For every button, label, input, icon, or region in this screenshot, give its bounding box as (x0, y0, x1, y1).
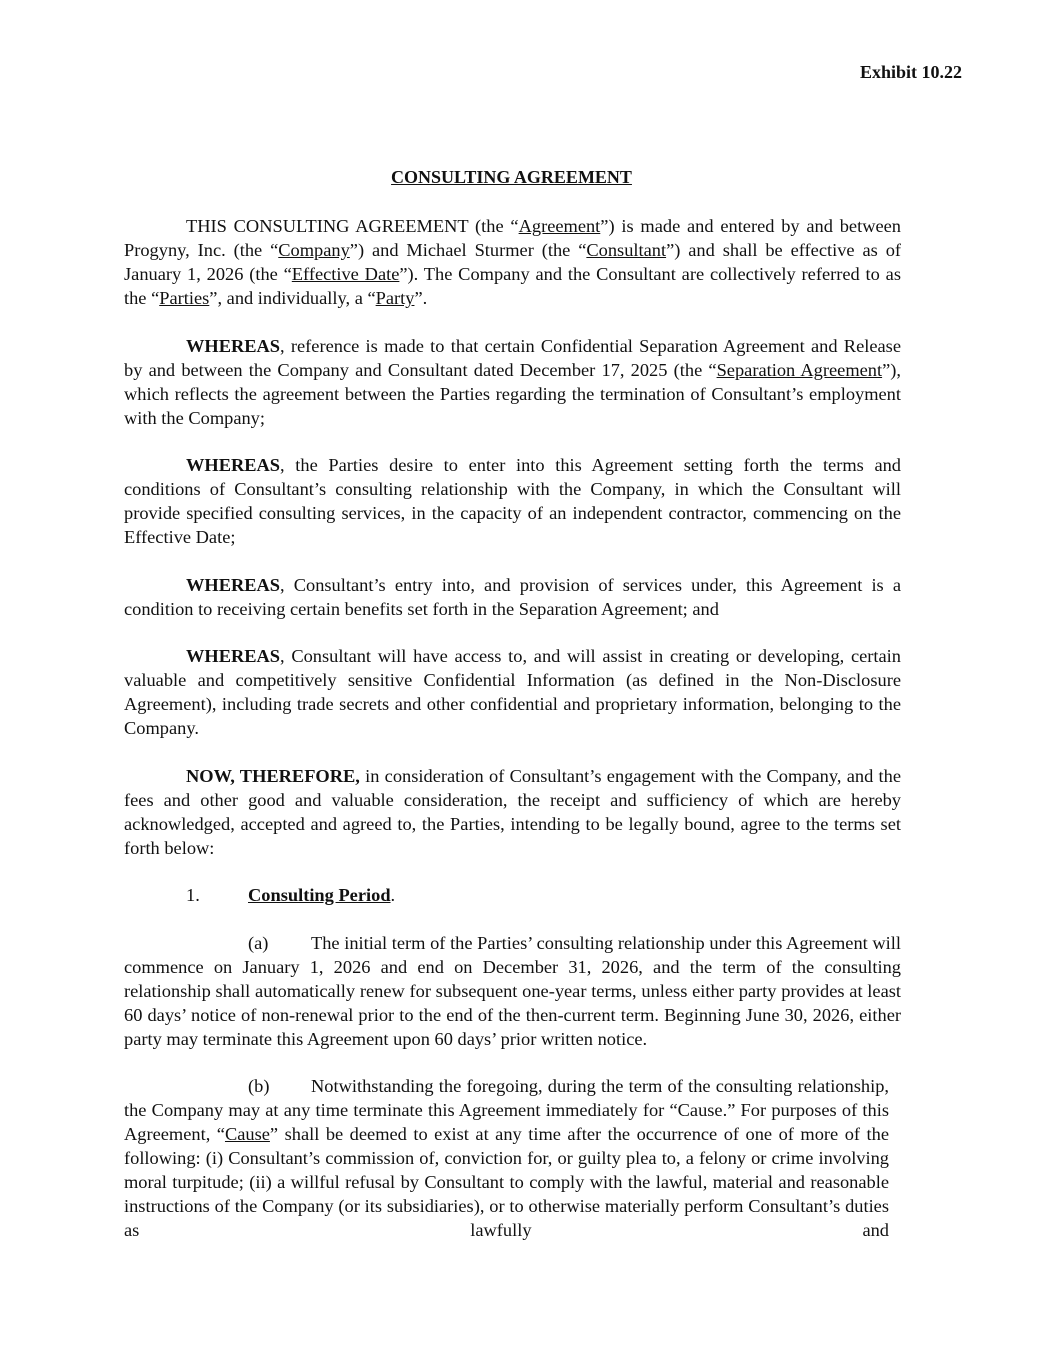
paragraph (124, 453, 901, 549)
text-run: , the Parties desire to enter into this Agreement setting forth the terms and conditions of Consultant’s consulting relationship with the Company, in which the Consultant will provide specified consulting services, in the capacity of an independent contractor, commencing on the Effective Date; (124, 455, 901, 547)
recitals (124, 214, 901, 860)
defined-term: Cause (224, 1124, 270, 1144)
bold-text: WHEREAS (186, 335, 281, 356)
text-run: ”, and individually, a “ (209, 288, 376, 308)
subsection-label: (a) (248, 932, 269, 953)
text-run: ”) and shall be effective as of January 1, 2026 (the “ (124, 240, 902, 284)
text-run: ”) and Michael Sturmer (the “ (349, 240, 587, 260)
text-run: , Consultant will have access to, and will assist in creating or developing, certain valuable and competitively sensitive Confidential Information (as defined in the Non-Disclosure Agreement), including trade secrets and other confidential and proprietary information, belonging to the Company. (124, 646, 901, 738)
document-body (124, 214, 901, 1266)
paragraph (124, 644, 901, 740)
section-title: Consulting Period (248, 885, 391, 905)
text-run: The initial term of the Parties’ consulting relationship under this Agreement will commence on January 1, 2026 and end on December 31, 2026, and the term of the consulting relationship shall automatically renew for subsequent one-year terms, unless either party provides at least 60 days’ notice of non-renewal prior to the end of the then-current term. Beginning June 30, 2026, either party may terminate this Agreement upon 60 days’ prior written notice. (124, 932, 901, 1049)
bold-text: WHEREAS (186, 455, 281, 475)
text-run: Notwithstanding the foregoing, during the term of the consulting relationship, the Company may at any time terminate this Agreement immediately for “Cause.” For purposes of this Agreement, “ (124, 1076, 889, 1144)
paragraph (124, 573, 901, 621)
subsection (124, 1074, 889, 1242)
defined-term: Party (375, 288, 415, 308)
text-run: ”) is made and entered by and between Progyny, Inc. (the “ (124, 216, 901, 260)
subsection-label: (b) (248, 1076, 270, 1096)
text-run: ”), which reflects the agreement between the Parties regarding the termination of Consultant’s employment with the Company; (124, 359, 901, 428)
bold-text: WHEREAS (186, 646, 281, 666)
paragraph (124, 764, 901, 860)
exhibit-number: Exhibit 10.22 (859, 62, 962, 82)
defined-term: Agreement (518, 216, 601, 236)
defined-term: Parties (159, 288, 210, 308)
text-run: , Consultant’s entry into, and provision of services under, this Agreement is a condition to receiving certain benefits set forth in the Separation Agreement; and (124, 574, 901, 619)
text-run: ”). The Company and the Consultant are collectively referred to as the “ (124, 264, 901, 308)
subsections (124, 931, 901, 1243)
text-run: ”. (414, 288, 428, 308)
section-1-heading (124, 883, 901, 907)
defined-term: Company (278, 240, 350, 260)
text-run: ” shall be deemed to exist at any time after the occurrence of one of more of the following: (i) Consultant’s commission of, conviction for, or guilty plea to, a felony or crime involving moral turpitude; (ii) a willful refusal by Consultant to comply with the lawful, material and reasonable instructions of the Company (or its subsidiaries), or to otherwise materially perform Consultant’s duties as lawfully and (124, 1124, 889, 1240)
paragraph (124, 334, 901, 430)
subsection (124, 931, 901, 1051)
text-run: in consideration of Consultant’s engagement with the Company, and the fees and other good and valuable consideration, the receipt and sufficiency of which are hereby acknowledged, accepted and agreed to, the Parties, intending to be legally bound, agree to the terms set forth below: (124, 765, 901, 858)
section-title-period: . (390, 885, 396, 905)
text-run: THIS CONSULTING AGREEMENT (the “ (186, 216, 519, 236)
defined-term: Effective Date (291, 264, 400, 284)
paragraph (124, 214, 901, 310)
section-number: 1. (186, 885, 200, 905)
bold-text: WHEREAS (186, 574, 281, 595)
bold-text: NOW, THEREFORE, (186, 765, 360, 786)
text-run: , reference is made to that certain Confidential Separation Agreement and Release by and between the Company and Consultant dated December 17, 2025 (the “ (124, 335, 901, 380)
defined-term: Consultant (586, 240, 667, 260)
defined-term: Separation Agreement (716, 359, 883, 380)
document-title: CONSULTING AGREEMENT (391, 167, 632, 187)
